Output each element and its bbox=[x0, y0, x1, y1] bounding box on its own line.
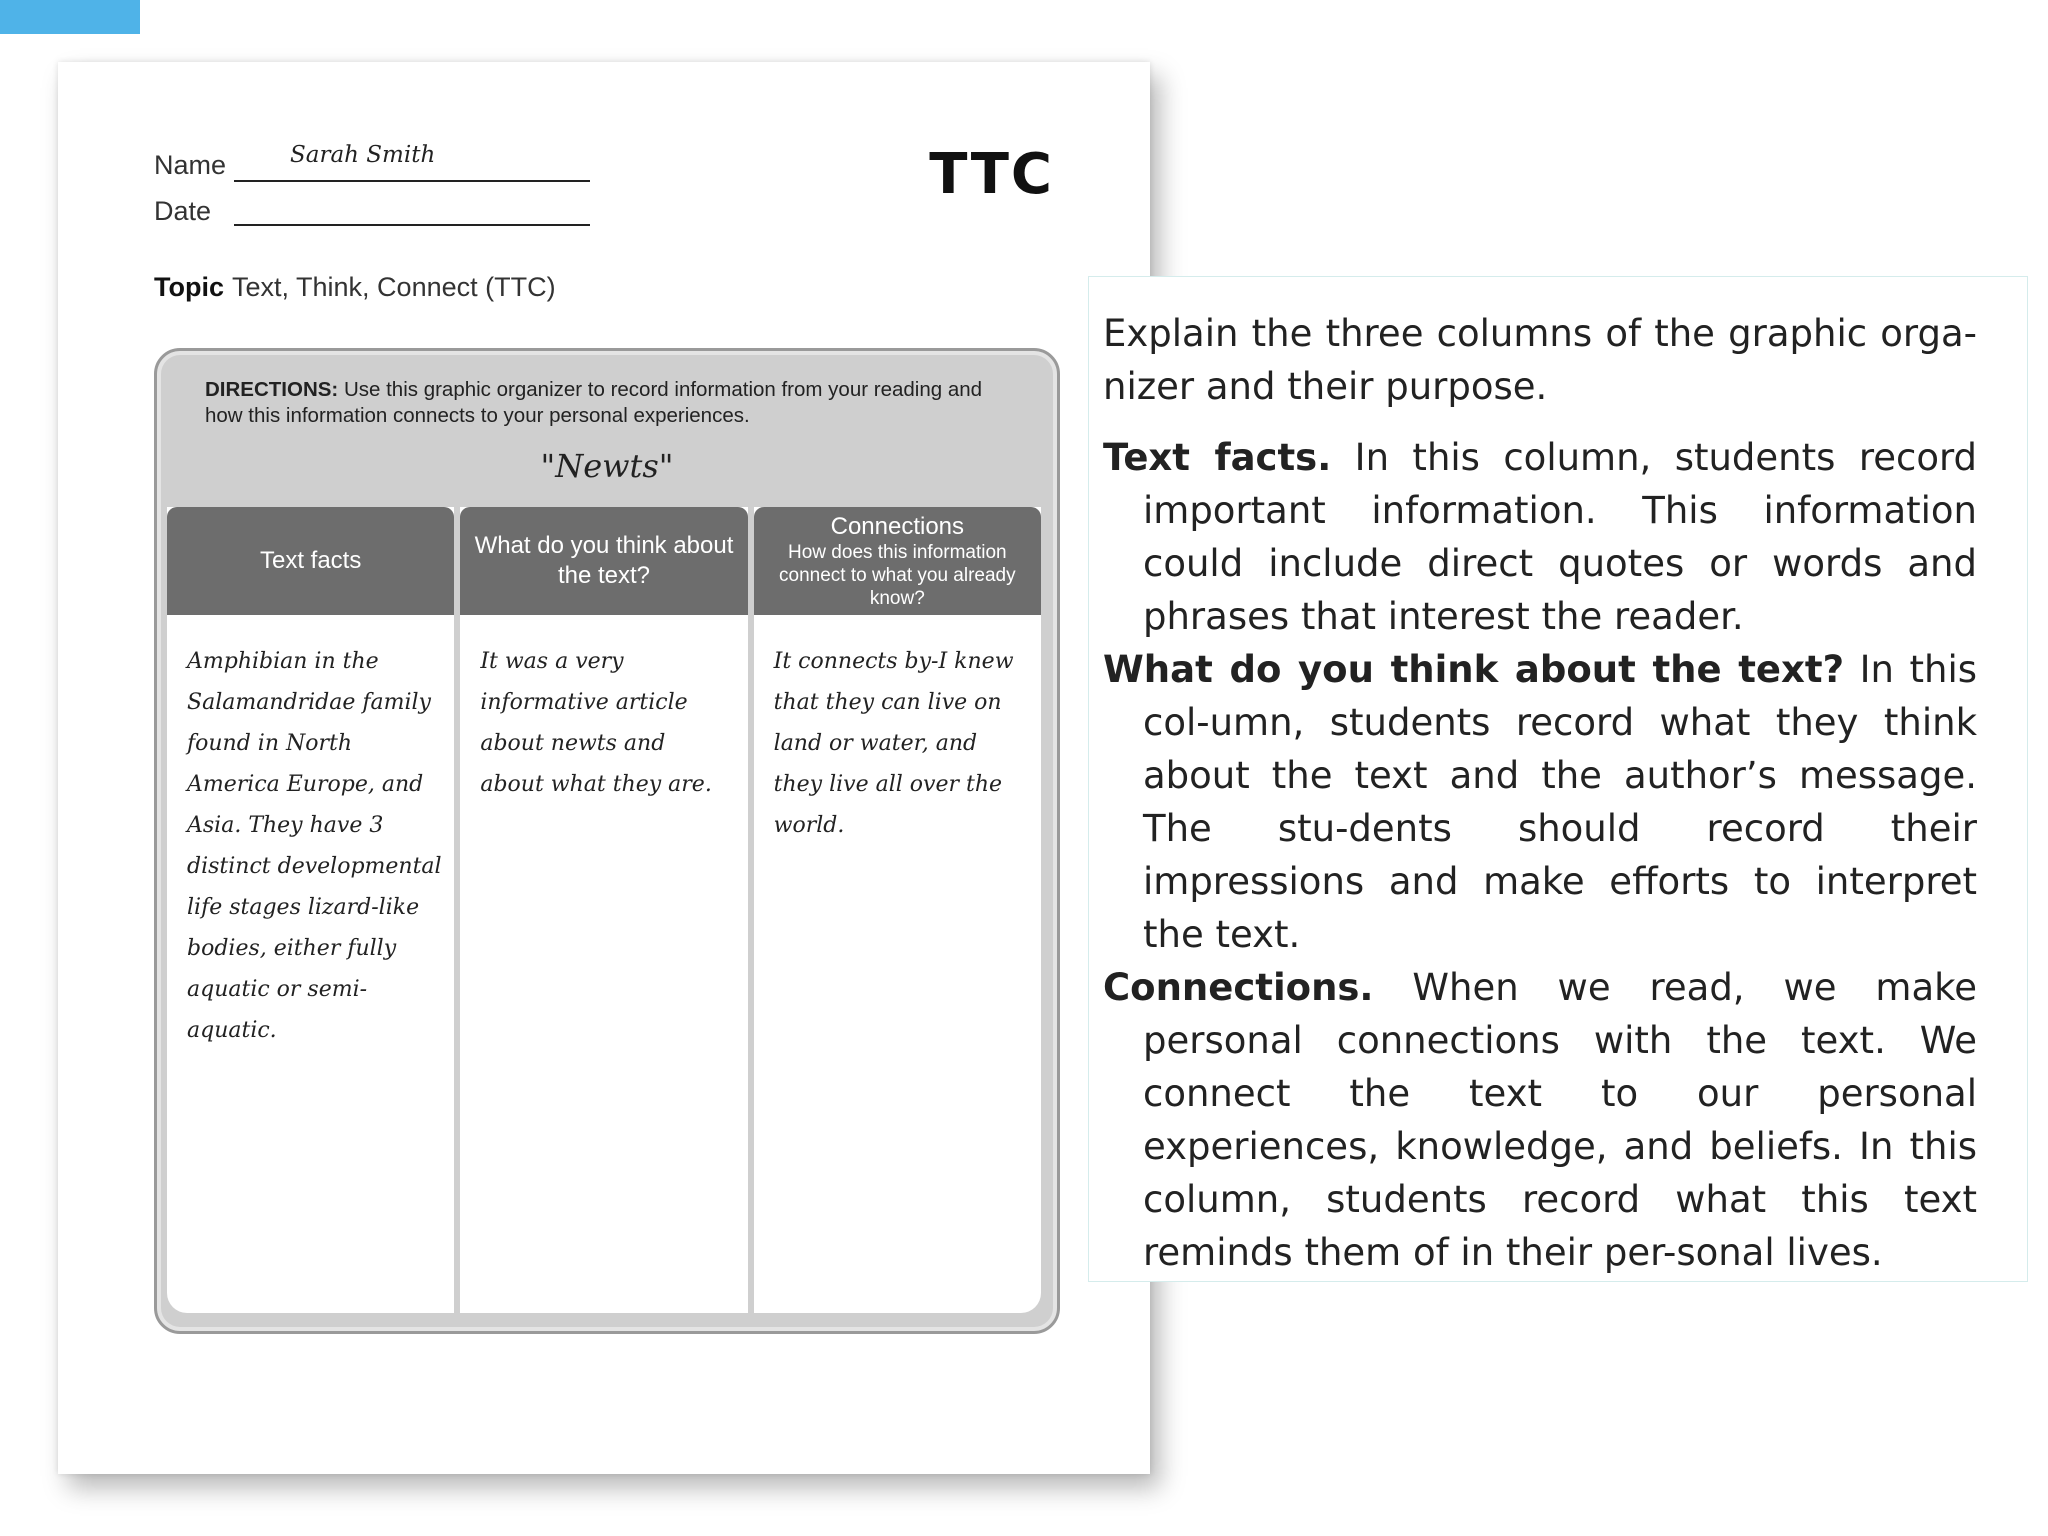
column-entry bbox=[754, 615, 1041, 1313]
name-value: Sarah Smith bbox=[290, 142, 436, 168]
column-entry-text: It was a very informative article about newts and about what they are. bbox=[480, 649, 712, 797]
organizer-columns bbox=[167, 507, 1041, 1313]
column-text-facts bbox=[167, 507, 454, 1313]
column-entry bbox=[167, 615, 454, 1313]
column-header-title: Connections bbox=[830, 512, 965, 540]
explanation-item bbox=[1103, 961, 1977, 1279]
explanation-item bbox=[1103, 643, 1977, 961]
column-connections bbox=[754, 507, 1041, 1313]
column-header-title: What do you think about the text? bbox=[474, 532, 734, 589]
column-header bbox=[167, 507, 454, 615]
explanation-term: What do you think about the text? bbox=[1103, 648, 1845, 691]
date-label: Date bbox=[154, 196, 212, 226]
graphic-organizer bbox=[154, 348, 1060, 1334]
column-header-subtitle: How does this information connect to what you already know? bbox=[779, 541, 1016, 609]
explanation-term: Text facts. bbox=[1103, 436, 1332, 479]
worksheet-page bbox=[58, 62, 1150, 1474]
column-header-title: Text facts bbox=[259, 547, 362, 574]
topic-line bbox=[154, 272, 556, 303]
explanation-term: Connections. bbox=[1103, 966, 1374, 1009]
directions bbox=[205, 377, 1015, 429]
explanation-item bbox=[1103, 431, 1977, 643]
directions-text: Use this graphic organizer to record information from your reading and how this information connects to your personal experiences. bbox=[205, 378, 983, 427]
explanation-text: In this column, students record important information. This information could include direct quotes or words and phrases that interest the reader. bbox=[1143, 436, 1978, 638]
column-header bbox=[754, 507, 1041, 615]
topic-label: Topic bbox=[154, 272, 224, 302]
date-line bbox=[234, 224, 590, 226]
column-header bbox=[460, 507, 747, 615]
ttc-badge: TTC bbox=[929, 142, 1054, 207]
column-think bbox=[460, 507, 747, 1313]
column-entry-text: It connects by-I knew that they can live on land or water, and they live all over the world. bbox=[773, 649, 1014, 838]
explanation-panel bbox=[1088, 276, 2028, 1282]
accent-strip bbox=[0, 0, 140, 34]
explanation-text: In this col-umn, students record what they think about the text and the author’s message. The stu-dents should record their impressions and make efforts to interpret the text. bbox=[1143, 648, 1978, 956]
column-entry bbox=[460, 615, 747, 1313]
explanation-text: When we read, we make personal connections with the text. We connect the text to our personal experiences, knowledge, and beliefs. In this column, students record what this text reminds them of in their per-sonal lives. bbox=[1143, 966, 1977, 1274]
column-entry-text: Amphibian in the Salamandridae family found in North America Europe, and Asia. They have 3 distinct developmental life stages lizard-like bodies, either fully aquatic or semi-aquatic. bbox=[187, 649, 442, 1043]
name-label: Name bbox=[154, 150, 227, 180]
explanation-intro: Explain the three columns of the graphic orga-nizer and their purpose. bbox=[1103, 312, 1977, 408]
organizer-title: "Newts" bbox=[540, 447, 674, 485]
topic-value: Text, Think, Connect (TTC) bbox=[232, 272, 556, 302]
directions-label: DIRECTIONS: bbox=[205, 378, 339, 401]
name-line bbox=[234, 180, 590, 182]
